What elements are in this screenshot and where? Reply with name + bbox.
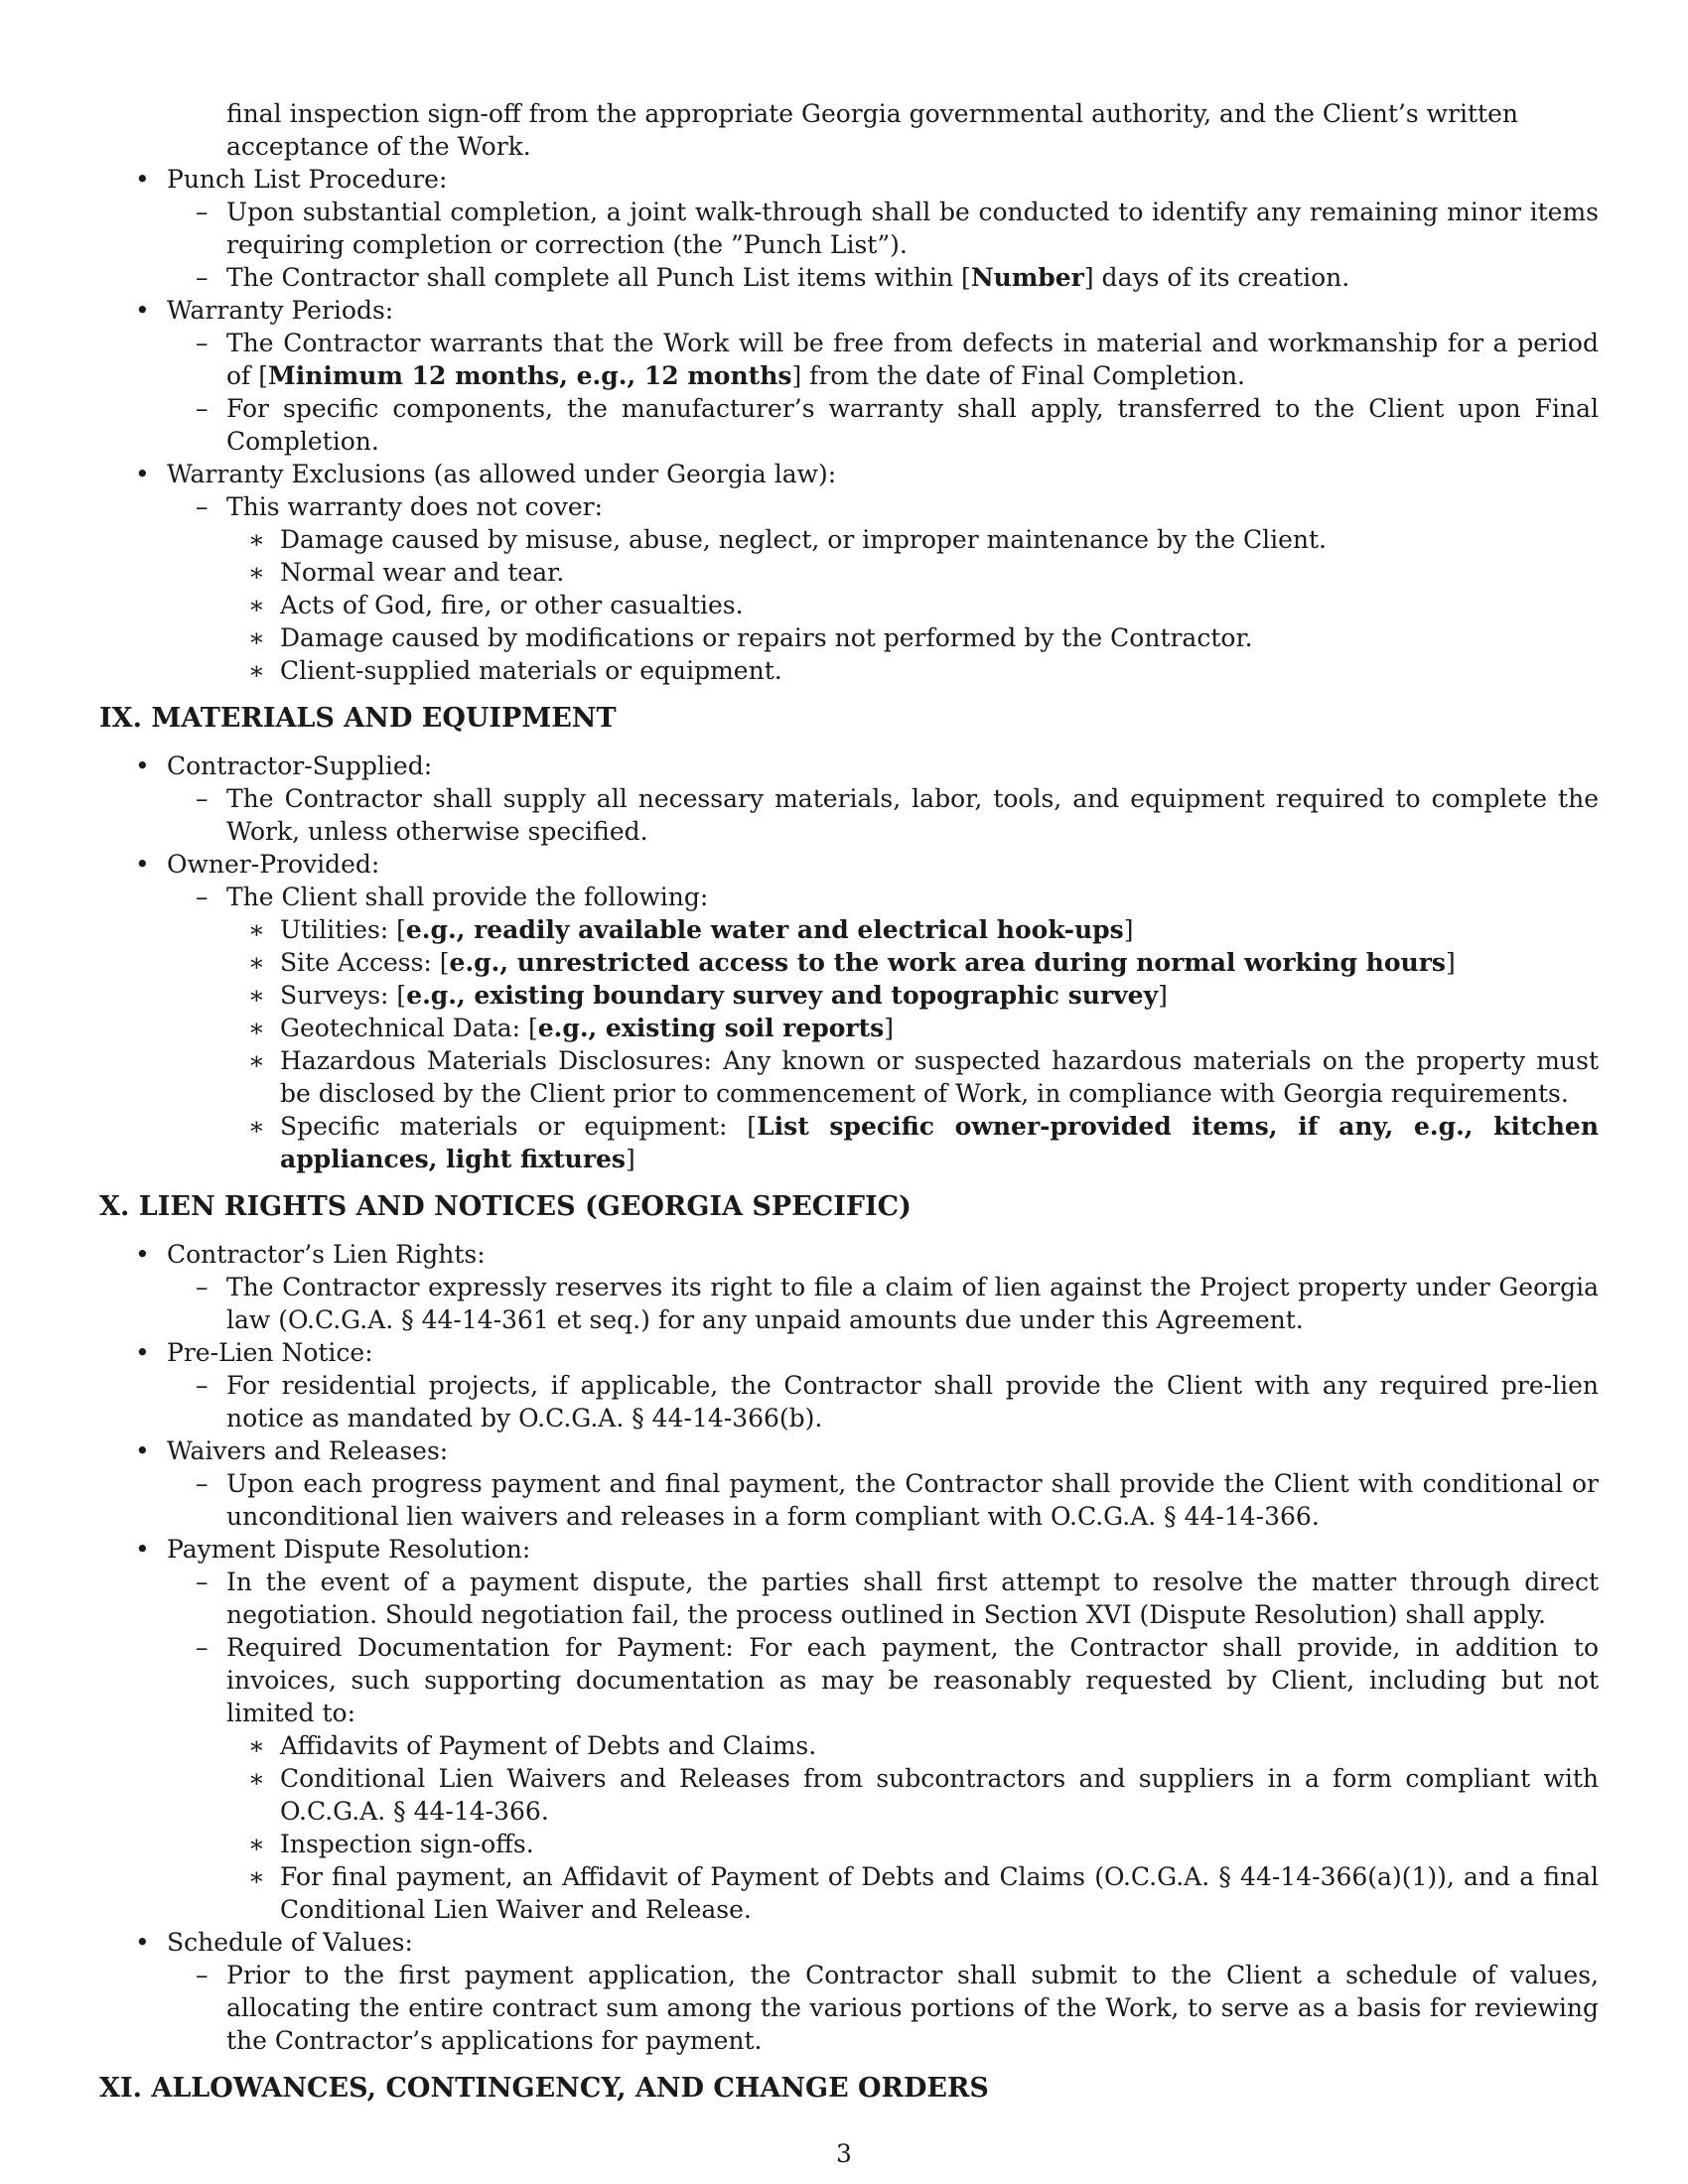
payment-dispute-text: In the event of a payment dispute, the parties shall first attempt to resolve the matter through direct negotiation. Should negotiation fail, the process outlined in Section XVI (Dispute Resolution) shall apply. bbox=[226, 1568, 1599, 1629]
punch-2-c: ] days of its creation. bbox=[1083, 263, 1350, 292]
list-item-exclusions bbox=[99, 458, 1599, 490]
close-bracket: ] bbox=[626, 1145, 635, 1173]
document-text: Conditional Lien Waivers and Releases from subcontractors and suppliers in a form compliant with O.C.G.A. § 44-14-366. bbox=[280, 1764, 1599, 1826]
lien-rights-title: Contractor’s Lien Rights: bbox=[167, 1240, 486, 1269]
list-item-punch bbox=[99, 163, 1599, 196]
star-marker: ∗ bbox=[248, 1046, 265, 1075]
waivers-title: Waivers and Releases: bbox=[167, 1436, 449, 1465]
exclusion-text: Damage caused by modifications or repairs not performed by the Contractor. bbox=[280, 623, 1253, 652]
page-number: 3 bbox=[836, 2139, 852, 2168]
utilities-label: Utilities: [ bbox=[280, 915, 406, 944]
list-item-lien-rights bbox=[99, 1238, 1599, 1271]
exclusion-text: Normal wear and tear. bbox=[280, 558, 565, 587]
section-heading-materials: IX. MATERIALS AND EQUIPMENT bbox=[99, 703, 617, 734]
list-item-geotechnical bbox=[99, 1012, 1599, 1044]
dash-marker: – bbox=[196, 492, 209, 521]
specific-materials-placeholder: List specific owner-provided items, if any, e.g., kitchen appliances, light fixtures bbox=[280, 1112, 1600, 1173]
list-item-specific-materials bbox=[99, 1110, 1599, 1175]
list-item-document bbox=[99, 1762, 1599, 1828]
geotechnical-placeholder: e.g., existing soil reports bbox=[537, 1014, 885, 1042]
section-heading-allowances: XI. ALLOWANCES, CONTINGENCY, AND CHANGE ORDERS bbox=[99, 2073, 989, 2104]
list-item-document bbox=[99, 1828, 1599, 1860]
warranty-title: Warranty Periods: bbox=[167, 296, 394, 325]
star-marker: ∗ bbox=[248, 1014, 265, 1042]
exclusions-intro: This warranty does not cover: bbox=[226, 492, 603, 521]
required-documentation-text: Required Documentation for Payment: For each payment, the Contractor shall provide, in addition to invoices, such supporting documentation as may be reasonably requested by Client, including but not limited to: bbox=[226, 1633, 1599, 1727]
section-heading-lien-rights: X. LIEN RIGHTS AND NOTICES (GEORGIA SPECIFIC) bbox=[99, 1191, 912, 1222]
star-marker: ∗ bbox=[248, 623, 265, 652]
warranty-1-text bbox=[226, 327, 1599, 392]
exclusion-text: Client-supplied materials or equipment. bbox=[280, 656, 782, 685]
document-text: Inspection sign-offs. bbox=[280, 1830, 534, 1858]
warranty-2-text: For specific components, the manufacturer’s warranty shall apply, transferred to the Client upon Final Completion. bbox=[226, 394, 1599, 456]
bullet-marker: • bbox=[135, 751, 150, 780]
list-item-contractor-supplied bbox=[99, 750, 1599, 782]
dash-marker: – bbox=[196, 198, 209, 226]
list-item-owner-provided bbox=[99, 848, 1599, 881]
star-marker: ∗ bbox=[248, 1764, 265, 1793]
list-item-hazardous bbox=[99, 1044, 1599, 1110]
specific-materials-label: Specific materials or equipment: [ bbox=[280, 1112, 758, 1141]
list-item-punch-2 bbox=[99, 261, 1599, 294]
list-item-exclusion bbox=[99, 556, 1599, 589]
list-item-waivers-1 bbox=[99, 1467, 1599, 1533]
punch-2-placeholder: Number bbox=[970, 263, 1084, 292]
warranty-1-a: The Contractor warrants that the Work will be free from defects in material and workmanship for a period of [ bbox=[226, 329, 1599, 390]
dash-marker: – bbox=[196, 1273, 209, 1301]
bullet-marker: • bbox=[135, 1535, 150, 1564]
list-item-waivers bbox=[99, 1434, 1599, 1467]
close-bracket: ] bbox=[1158, 981, 1168, 1010]
geotechnical-text bbox=[280, 1012, 1599, 1044]
star-marker: ∗ bbox=[248, 591, 265, 619]
site-access-placeholder: e.g., unrestricted access to the work area during normal working hours bbox=[449, 948, 1446, 977]
dash-marker: – bbox=[196, 1371, 209, 1400]
exclusion-text: Damage caused by misuse, abuse, neglect, or improper maintenance by the Client. bbox=[280, 525, 1327, 554]
star-marker: ∗ bbox=[248, 558, 265, 587]
warranty-1-placeholder: Minimum 12 months, e.g., 12 months bbox=[268, 361, 792, 390]
dash-marker: – bbox=[196, 263, 209, 292]
star-marker: ∗ bbox=[248, 1862, 265, 1891]
surveys-placeholder: e.g., existing boundary survey and topographic survey bbox=[406, 981, 1159, 1010]
lien-rights-text: The Contractor expressly reserves its right to file a claim of lien against the Project property under Georgia law (O.C.G.A. § 44-14-361 et seq.) for any unpaid amounts due under this Agreement. bbox=[226, 1273, 1599, 1334]
site-access-label: Site Access: [ bbox=[280, 948, 450, 977]
dash-marker: – bbox=[196, 1961, 209, 1989]
star-marker: ∗ bbox=[248, 1112, 265, 1141]
dash-marker: – bbox=[196, 784, 209, 813]
star-marker: ∗ bbox=[248, 1731, 265, 1760]
dash-marker: – bbox=[196, 883, 209, 911]
bullet-marker: • bbox=[135, 1436, 150, 1465]
dash-marker: – bbox=[196, 1633, 209, 1662]
list-item-exclusion bbox=[99, 523, 1599, 556]
dash-marker: – bbox=[196, 1568, 209, 1596]
list-item-exclusions-intro bbox=[99, 490, 1599, 523]
bullet-marker: • bbox=[135, 296, 150, 325]
document-text: For final payment, an Affidavit of Payment of Debts and Claims (O.C.G.A. § 44-14-366(a)(1)), and a final Conditional Lien Waiver and Release. bbox=[280, 1862, 1599, 1924]
bullet-marker: • bbox=[135, 165, 150, 194]
dash-marker: – bbox=[196, 1469, 209, 1498]
waivers-text: Upon each progress payment and final payment, the Contractor shall provide the Client with conditional or unconditional lien waivers and releases in a form compliant with O.C.G.A. § 44-14-366. bbox=[226, 1469, 1599, 1531]
bullet-marker: • bbox=[135, 1928, 150, 1957]
list-item-payment-dispute-1 bbox=[99, 1566, 1599, 1631]
dash-marker: – bbox=[196, 329, 209, 357]
specific-materials-text bbox=[280, 1110, 1599, 1175]
pre-lien-text: For residential projects, if applicable, the Contractor shall provide the Client with any required pre-lien notice as mandated by O.C.G.A. § 44-14-366(b). bbox=[226, 1371, 1599, 1433]
document-page bbox=[99, 97, 1599, 2119]
list-item-lien-rights-1 bbox=[99, 1271, 1599, 1336]
contractor-supplied-title: Contractor-Supplied: bbox=[167, 751, 433, 780]
star-marker: ∗ bbox=[248, 948, 265, 977]
bullet-marker: • bbox=[135, 460, 150, 488]
list-item-exclusion bbox=[99, 654, 1599, 687]
pre-lien-title: Pre-Lien Notice: bbox=[167, 1338, 373, 1367]
star-marker: ∗ bbox=[248, 915, 265, 944]
list-item-owner-intro bbox=[99, 881, 1599, 913]
star-marker: ∗ bbox=[248, 981, 265, 1010]
list-item-contractor-supplied-1 bbox=[99, 782, 1599, 848]
list-item-exclusion bbox=[99, 589, 1599, 621]
owner-intro: The Client shall provide the following: bbox=[226, 883, 709, 911]
contractor-supplied-text: The Contractor shall supply all necessary materials, labor, tools, and equipment required to complete the Work, unless otherwise specified. bbox=[226, 784, 1599, 846]
completion-text: final inspection sign-off from the appropriate Georgia governmental authority, and the Client’s written acceptance of the Work. bbox=[226, 99, 1518, 161]
punch-title: Punch List Procedure: bbox=[167, 165, 448, 194]
exclusions-title: Warranty Exclusions (as allowed under Georgia law): bbox=[167, 460, 837, 488]
schedule-of-values-text: Prior to the first payment application, the Contractor shall submit to the Client a schedule of values, allocating the entire contract sum among the various portions of the Work, to serve as a basis for reviewing the Contractor’s applications for payment. bbox=[226, 1961, 1599, 2055]
list-item-site-access bbox=[99, 946, 1599, 979]
schedule-of-values-title: Schedule of Values: bbox=[167, 1928, 413, 1957]
list-item-schedule-of-values-1 bbox=[99, 1959, 1599, 2057]
utilities-text bbox=[280, 913, 1599, 946]
punch-2-a: The Contractor shall complete all Punch List items within [ bbox=[226, 263, 971, 292]
list-item-schedule-of-values bbox=[99, 1926, 1599, 1959]
list-item-pre-lien bbox=[99, 1336, 1599, 1369]
list-item-payment-dispute bbox=[99, 1533, 1599, 1566]
list-item-warranty-2 bbox=[99, 392, 1599, 458]
exclusion-text: Acts of God, fire, or other casualties. bbox=[280, 591, 744, 619]
list-item-document bbox=[99, 1729, 1599, 1762]
site-access-text bbox=[280, 946, 1599, 979]
list-item-utilities bbox=[99, 913, 1599, 946]
warranty-1-c: ] from the date of Final Completion. bbox=[791, 361, 1246, 390]
close-bracket: ] bbox=[1445, 948, 1456, 977]
star-marker: ∗ bbox=[248, 656, 265, 685]
surveys-label: Surveys: [ bbox=[280, 981, 407, 1010]
bullet-marker: • bbox=[135, 1240, 150, 1269]
list-item-warranty bbox=[99, 294, 1599, 327]
list-item-warranty-1 bbox=[99, 327, 1599, 392]
completion-continuation bbox=[99, 97, 1599, 163]
list-item-exclusion bbox=[99, 621, 1599, 654]
geotechnical-label: Geotechnical Data: [ bbox=[280, 1014, 538, 1042]
star-marker: ∗ bbox=[248, 525, 265, 554]
list-item-surveys bbox=[99, 979, 1599, 1012]
close-bracket: ] bbox=[884, 1014, 894, 1042]
punch-1-text: Upon substantial completion, a joint walk-through shall be conducted to identify any remaining minor items requiring completion or correction (the ”Punch List”). bbox=[226, 198, 1599, 259]
close-bracket: ] bbox=[1123, 915, 1134, 944]
bullet-marker: • bbox=[135, 850, 150, 879]
utilities-placeholder: e.g., readily available water and electrical hook-ups bbox=[405, 915, 1124, 944]
list-item-payment-dispute-2 bbox=[99, 1631, 1599, 1729]
owner-provided-title: Owner-Provided: bbox=[167, 850, 380, 879]
payment-dispute-title: Payment Dispute Resolution: bbox=[167, 1535, 531, 1564]
bullet-marker: • bbox=[135, 1338, 150, 1367]
document-text: Affidavits of Payment of Debts and Claims. bbox=[280, 1731, 817, 1760]
star-marker: ∗ bbox=[248, 1830, 265, 1858]
list-item-pre-lien-1 bbox=[99, 1369, 1599, 1434]
hazardous-text: Hazardous Materials Disclosures: Any known or suspected hazardous materials on the property must be disclosed by the Client prior to commencement of Work, in compliance with Georgia requirements. bbox=[280, 1046, 1599, 1108]
surveys-text bbox=[280, 979, 1599, 1012]
list-item-document bbox=[99, 1860, 1599, 1926]
punch-2-text bbox=[226, 261, 1599, 294]
list-item-punch-1 bbox=[99, 196, 1599, 261]
dash-marker: – bbox=[196, 394, 209, 423]
